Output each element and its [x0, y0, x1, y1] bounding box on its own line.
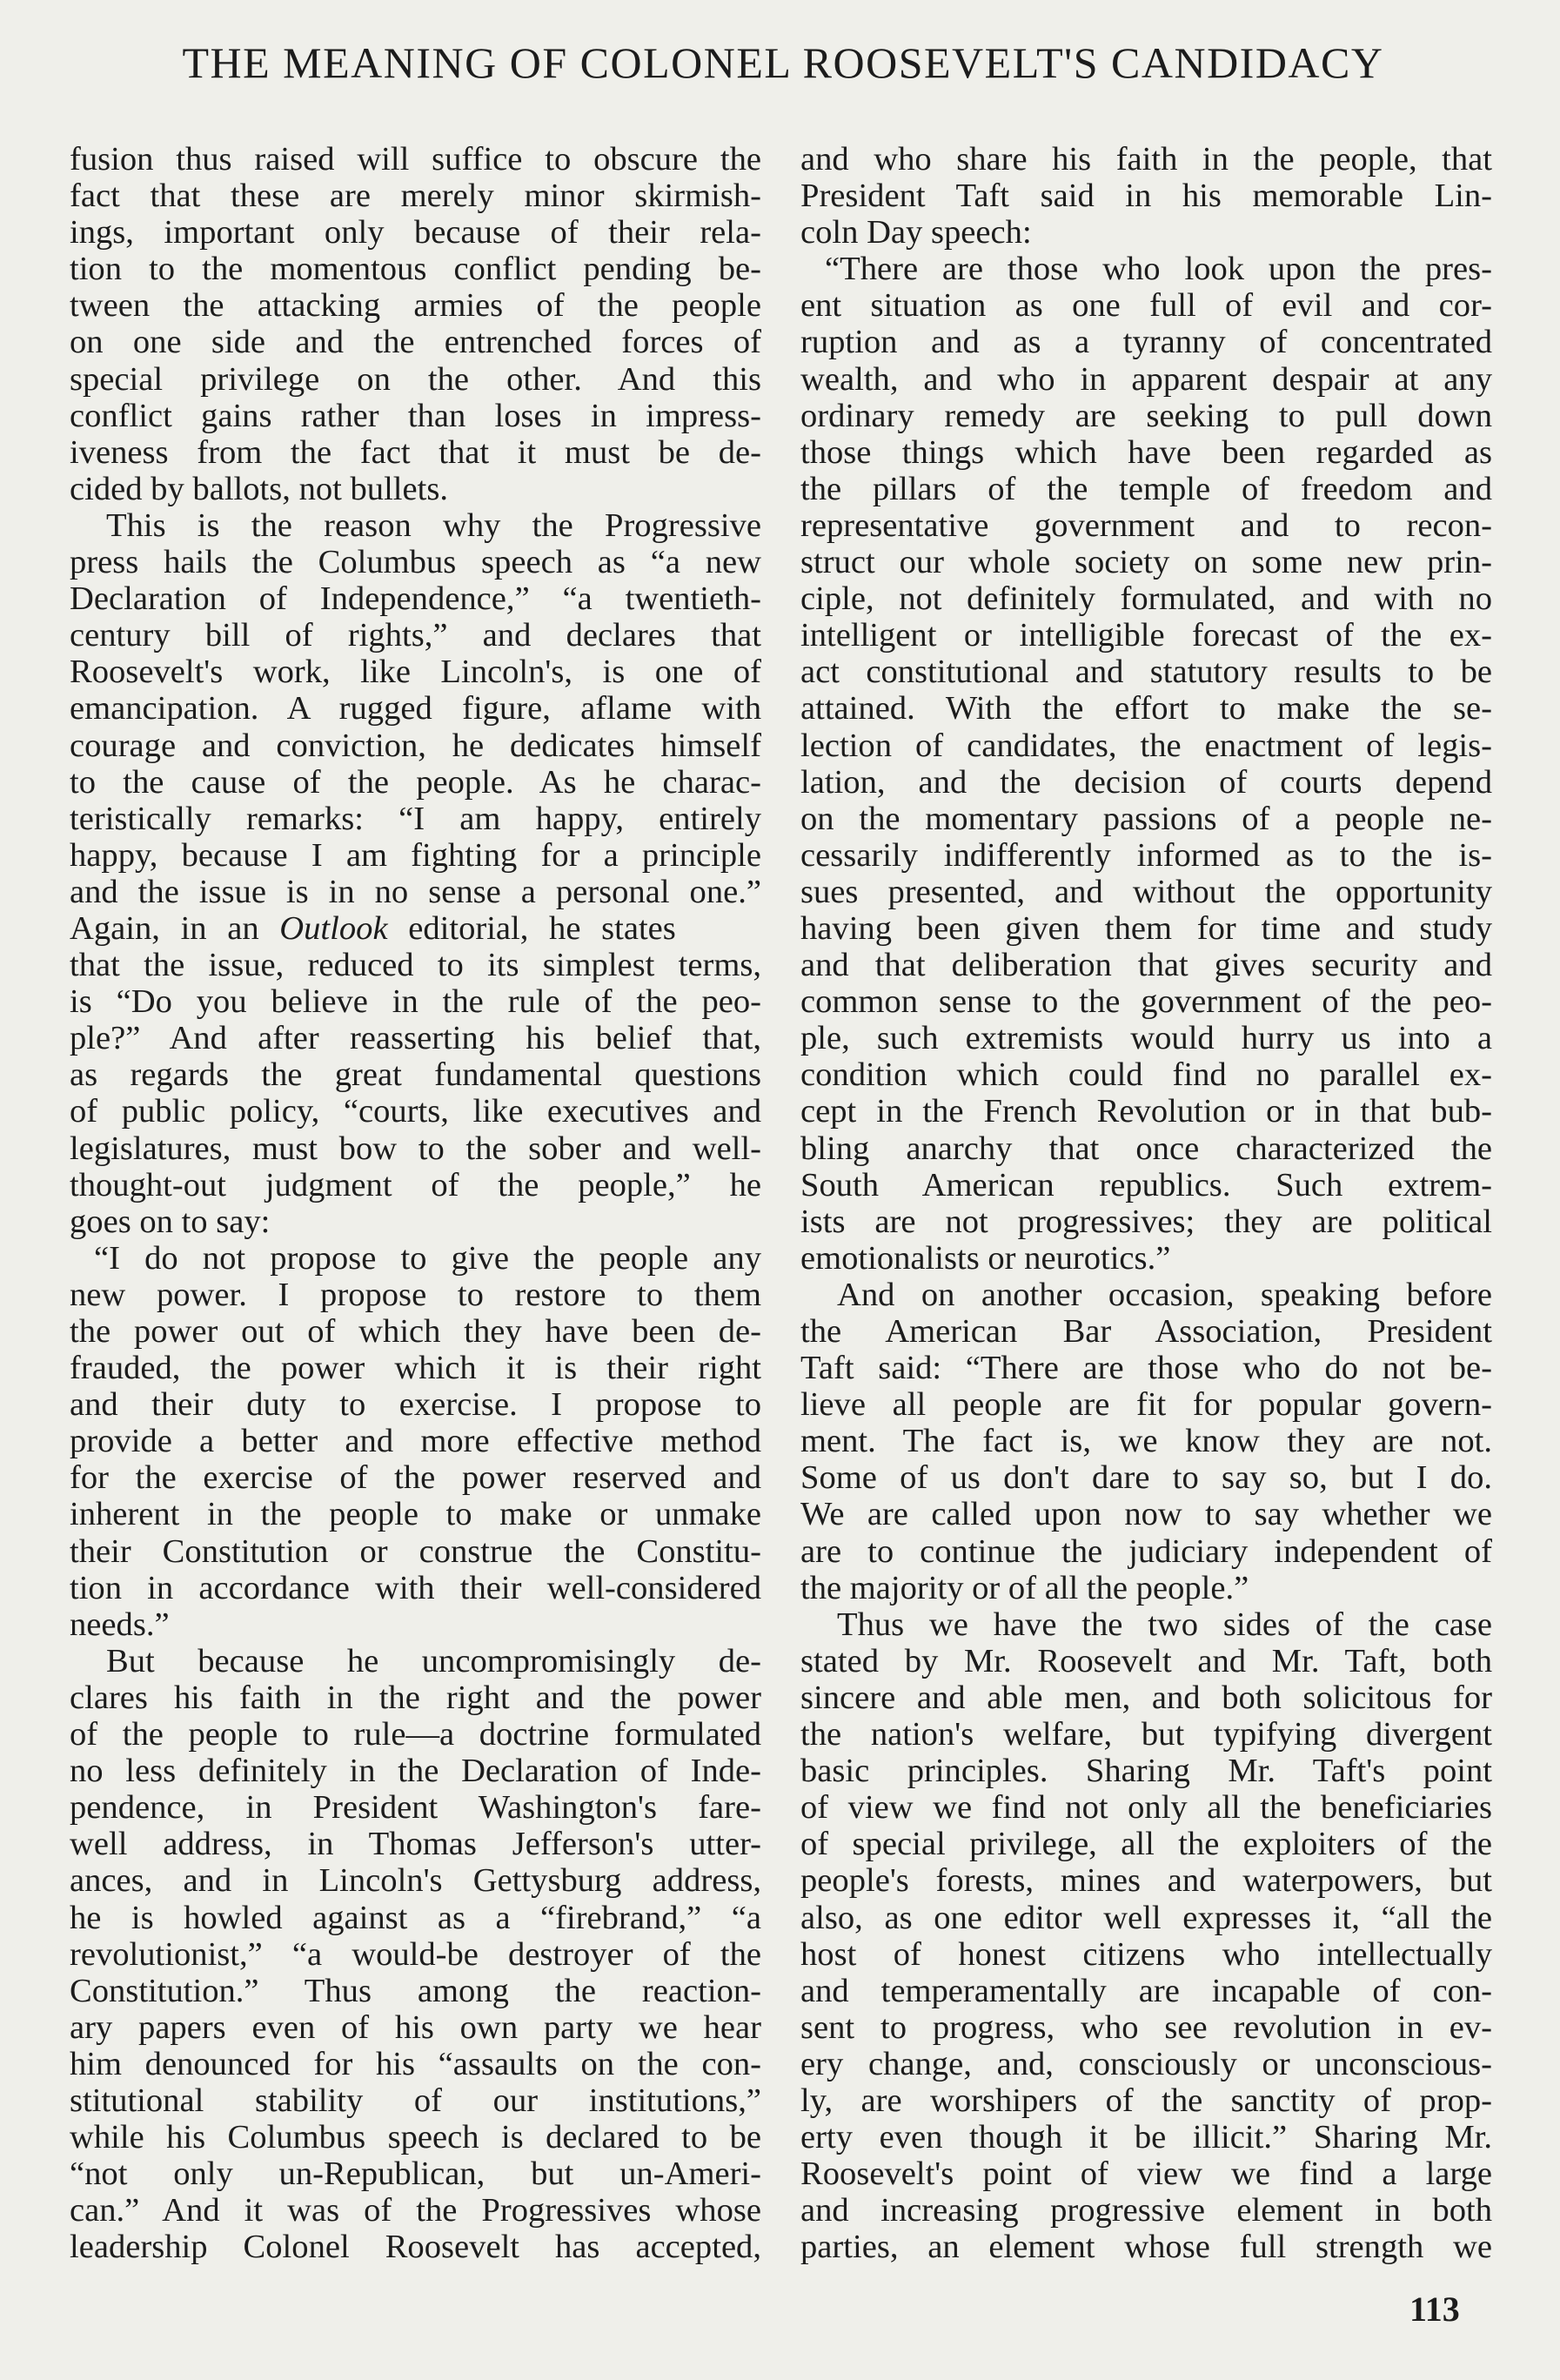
text-line: ent situation as one full of evil and cor- [800, 287, 1492, 325]
text-line: erty even though it be illicit.” Sharing Mr. [800, 2119, 1492, 2156]
text-line: on the momentary passions of a people ne- [800, 800, 1492, 837]
text-line: and temperamentally are incapable of con- [800, 1972, 1492, 2009]
text-line: goes on to say: [70, 1203, 271, 1240]
text-line: and who share his faith in the people, that [800, 141, 1492, 178]
text-line: the pillars of the temple of freedom and [800, 470, 1492, 507]
paragraph-start-line: Thus we have the two sides of the case [837, 1606, 1492, 1643]
text-line: ly, are worshipers of the sanctity of prop- [800, 2082, 1492, 2119]
quote-start-line: “There are those who look upon the pres- [825, 251, 1492, 288]
running-head: THE MEANING OF COLONEL ROOSEVELT'S CANDIDACY [182, 38, 1384, 87]
text-line: fusion thus raised will suffice to obscure the [70, 141, 761, 178]
text-line: ple, such extremists would hurry us into a [800, 1020, 1492, 1057]
text-line: cept in the French Revolution or in that bub- [800, 1093, 1492, 1130]
text-line: leadership Colonel Roosevelt has accepted, [70, 2229, 761, 2266]
text-line: no less definitely in the Declaration of Inde- [70, 1753, 761, 1790]
text-line: is “Do you believe in the rule of the peo- [70, 983, 761, 1021]
paragraph-start-line: This is the reason why the Progressive [106, 506, 761, 544]
text-line: him denounced for his “assaults on the con- [70, 2045, 761, 2082]
text-line: stated by Mr. Roosevelt and Mr. Taft, both [800, 1642, 1492, 1679]
text-line: those things which have been regarded as [800, 433, 1492, 471]
text-line: happy, because I am fighting for a principle [70, 836, 761, 874]
text-line: stitutional stability of our institutions,” [70, 2082, 761, 2119]
text-line: and the issue is in no sense a personal one.” [70, 873, 761, 910]
text-line: ple?” And after reasserting his belief that, [70, 1020, 761, 1057]
text-line: ery change, and, consciously or unconscious- [800, 2045, 1492, 2082]
text-line: fact that these are merely minor skirmish- [70, 178, 761, 215]
text-line: conflict gains rather than loses in impress- [70, 397, 761, 434]
text-line: revolutionist,” “a would-be destroyer of the [70, 1935, 761, 1973]
text-line: also, as one editor well expresses it, “all the [800, 1899, 1492, 1936]
text-line: tween the attacking armies of the people [70, 287, 761, 325]
text-line: people's forests, mines and waterpowers, but [800, 1862, 1492, 1900]
text-line: ciple, not definitely formulated, and with no [800, 580, 1492, 618]
text-line: tion to the momentous conflict pending be- [70, 251, 761, 288]
text-line: and their duty to exercise. I propose to [70, 1386, 761, 1424]
text-line: that the issue, reduced to its simplest terms, [70, 947, 761, 984]
text-line: clares his faith in the right and the power [70, 1679, 761, 1716]
text-line: legislatures, must bow to the sober and well- [70, 1130, 761, 1167]
text-line: teristically remarks: “I am happy, entirely [70, 800, 761, 837]
text-line: struct our whole society on some new prin- [800, 544, 1492, 581]
text-line: thought-out judgment of the people,” he [70, 1166, 761, 1203]
text-line: Some of us don't dare to say so, but I do. [800, 1459, 1492, 1497]
text-line: ment. The fact is, we know they are not. [800, 1423, 1492, 1460]
text-line: are to continue the judiciary independent of [800, 1532, 1492, 1570]
text-line: bling anarchy that once characterized the [800, 1130, 1492, 1167]
paragraph-start-line: And on another occasion, speaking before [837, 1276, 1492, 1313]
text-line: cided by ballots, not bullets. [70, 470, 449, 507]
left-column [70, 141, 761, 2265]
text-line: needs.” [70, 1606, 170, 1643]
text-line: the power out of which they have been de- [70, 1313, 761, 1350]
text-line: ings, important only because of their rela- [70, 214, 761, 251]
text-line: having been given them for time and study [800, 909, 1492, 947]
text-line: sent to progress, who see revolution in ev- [800, 2008, 1492, 2046]
text-line: he is howled against as a “firebrand,” “a [70, 1899, 761, 1936]
text-line: Roosevelt's work, like Lincoln's, is one of [70, 654, 761, 691]
text-line: South American republics. Such extrem- [800, 1166, 1492, 1203]
text-line: courage and conviction, he dedicates himself [70, 727, 761, 764]
text-line: President Taft said in his memorable Lin- [800, 178, 1492, 215]
text-line: as regards the great fundamental questions [70, 1056, 761, 1094]
text-line: and that deliberation that gives security and [800, 947, 1492, 984]
text-line: lection of candidates, the enactment of legis- [800, 727, 1492, 764]
text-line: century bill of rights,” and declares that [70, 617, 761, 654]
text-line: sincere and able men, and both solicitous for [800, 1679, 1492, 1716]
text-line: wealth, and who in apparent despair at any [800, 360, 1492, 398]
text-segment: Again, in an [70, 909, 280, 947]
page-number: 113 [1409, 2289, 1460, 2329]
text-line: lation, and the decision of courts depend [800, 763, 1492, 801]
text-line: of special privilege, all the exploiters of the [800, 1826, 1492, 1863]
text-line: while his Columbus speech is declared to be [70, 2119, 761, 2156]
text-line: ances, and in Lincoln's Gettysburg address, [70, 1862, 761, 1900]
text-line: ary papers even of his own party we hear [70, 2008, 761, 2046]
text-line: press hails the Columbus speech as “a new [70, 544, 761, 581]
text-line: attained. With the effort to make the se- [800, 690, 1492, 727]
text-line: Declaration of Independence,” “a twentieth- [70, 580, 761, 618]
text-line: ordinary remedy are seeking to pull down [800, 397, 1492, 434]
text-line: common sense to the government of the peo- [800, 983, 1492, 1021]
text-line: the majority or of all the people.” [800, 1569, 1249, 1606]
text-line: emancipation. A rugged figure, aflame with [70, 690, 761, 727]
text-line: provide a better and more effective method [70, 1423, 761, 1460]
text-line: ruption and as a tyranny of concentrated [800, 324, 1492, 361]
text-line: to the cause of the people. As he charac- [70, 763, 761, 801]
quote-start-line: “I do not propose to give the people any [94, 1239, 761, 1277]
text-line: cessarily indifferently informed as to the is- [800, 836, 1492, 874]
text-line: iveness from the fact that it must be de- [70, 433, 761, 471]
text-line: their Constitution or construe the Constitu- [70, 1532, 761, 1570]
text-line: host of honest citizens who intellectually [800, 1935, 1492, 1973]
text-line: can.” And it was of the Progressives whose [70, 2192, 761, 2229]
text-line: the nation's welfare, but typifying divergent [800, 1716, 1492, 1753]
text-line: the American Bar Association, President [800, 1313, 1492, 1350]
text-line-with-italic [70, 910, 761, 947]
text-line: parties, an element whose full strength we [800, 2229, 1492, 2266]
text-line: We are called upon now to say whether we [800, 1496, 1492, 1533]
text-segment: editorial, he states [387, 909, 676, 947]
text-line: new power. I propose to restore to them [70, 1276, 761, 1313]
text-line: of view we find not only all the beneficiaries [800, 1789, 1492, 1827]
right-column [800, 141, 1492, 2265]
text-line: pendence, in President Washington's fare- [70, 1789, 761, 1827]
text-line: emotionalists or neurotics.” [800, 1239, 1171, 1277]
text-line: of the people to rule—a doctrine formulated [70, 1716, 761, 1753]
text-line: ists are not progressives; they are political [800, 1203, 1492, 1240]
italic-title: Outlook [279, 909, 388, 947]
text-line: inherent in the people to make or unmake [70, 1496, 761, 1533]
text-line: act constitutional and statutory results to be [800, 654, 1492, 691]
text-line: and increasing progressive element in both [800, 2192, 1492, 2229]
text-line: well address, in Thomas Jefferson's utter- [70, 1826, 761, 1863]
text-line: of public policy, “courts, like executives and [70, 1093, 761, 1130]
text-line: Constitution.” Thus among the reaction- [70, 1972, 761, 2009]
text-line: intelligent or intelligible forecast of the ex- [800, 617, 1492, 654]
text-line: sues presented, and without the opportunity [800, 873, 1492, 910]
text-line: Roosevelt's point of view we find a large [800, 2155, 1492, 2193]
text-line: Taft said: “There are those who do not be- [800, 1350, 1492, 1387]
text-line: on one side and the entrenched forces of [70, 324, 761, 361]
text-line: representative government and to recon- [800, 506, 1492, 544]
text-line: frauded, the power which it is their right [70, 1350, 761, 1387]
text-line: special privilege on the other. And this [70, 360, 761, 398]
text-line: for the exercise of the power reserved and [70, 1459, 761, 1497]
text-line: basic principles. Sharing Mr. Taft's point [800, 1753, 1492, 1790]
text-line: “not only un-Republican, but un-Ameri- [70, 2155, 761, 2193]
text-line: coln Day speech: [800, 214, 1032, 251]
text-line: condition which could find no parallel ex- [800, 1056, 1492, 1094]
paragraph-start-line: But because he uncompromisingly de- [106, 1642, 761, 1679]
text-line: tion in accordance with their well-considered [70, 1569, 761, 1606]
text-line: lieve all people are fit for popular govern- [800, 1386, 1492, 1424]
